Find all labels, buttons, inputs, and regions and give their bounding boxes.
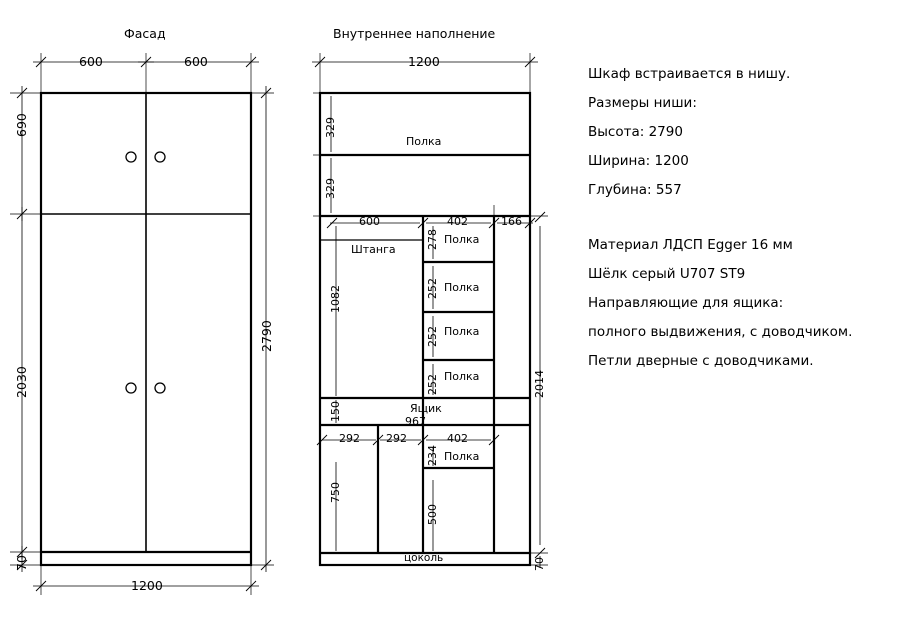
note-line-9: полного выдвижения, с доводчиком. bbox=[588, 324, 853, 340]
dim-inner-total-width: 1200 bbox=[408, 54, 440, 69]
dim-inner-rod-section: 1082 bbox=[329, 285, 342, 313]
dim-inner-left-width: 600 bbox=[359, 215, 380, 228]
dim-facade-total-width: 1200 bbox=[131, 578, 163, 593]
dim-inner-shelf1: 329 bbox=[324, 117, 337, 138]
dim-inner-bottom-right: 500 bbox=[426, 504, 439, 525]
dim-inner-shelf-r2: 252 bbox=[426, 278, 439, 299]
label-shelf-top: Полка bbox=[406, 135, 442, 148]
dim-inner-height: 2014 bbox=[533, 370, 546, 398]
label-rod: Штанга bbox=[351, 243, 396, 256]
note-line-10: Петли дверные с доводчиками. bbox=[588, 353, 814, 369]
dim-inner-right-width2: 402 bbox=[447, 432, 468, 445]
dim-inner-shelf-r5: 234 bbox=[426, 445, 439, 466]
note-line-2: Размеры ниши: bbox=[588, 95, 697, 111]
label-shelf-r1: Полка bbox=[444, 233, 480, 246]
dim-facade-top-height: 690 bbox=[14, 113, 29, 137]
dim-inner-col1: 292 bbox=[339, 432, 360, 445]
dim-inner-shelf-r4: 252 bbox=[426, 374, 439, 395]
dim-inner-shelf-r1: 278 bbox=[426, 229, 439, 250]
dim-inner-far-right: 166 bbox=[501, 215, 522, 228]
dim-inner-drawer-width: 967 bbox=[405, 415, 426, 428]
note-line-4: Ширина: 1200 bbox=[588, 153, 689, 169]
dim-inner-shelf-r3: 252 bbox=[426, 326, 439, 347]
dim-inner-col2: 292 bbox=[386, 432, 407, 445]
label-drawer: Ящик bbox=[410, 402, 442, 415]
dim-facade-right-width: 600 bbox=[184, 54, 208, 69]
label-shelf-r2: Полка bbox=[444, 281, 480, 294]
note-line-3: Высота: 2790 bbox=[588, 124, 683, 140]
dim-inner-drawer: 150 bbox=[329, 401, 342, 422]
dim-inner-plinth: 70 bbox=[533, 557, 546, 571]
dim-inner-bottom-left: 750 bbox=[329, 482, 342, 503]
note-line-5: Глубина: 557 bbox=[588, 182, 682, 198]
note-line-1: Шкаф встраивается в нишу. bbox=[588, 66, 791, 82]
note-line-8: Направляющие для ящика: bbox=[588, 295, 784, 311]
note-line-7: Шёлк серый U707 ST9 bbox=[588, 266, 746, 282]
label-shelf-r3: Полка bbox=[444, 325, 480, 338]
dim-facade-left-width: 600 bbox=[79, 54, 103, 69]
label-plinth: цоколь bbox=[404, 552, 444, 564]
title-facade: Фасад bbox=[124, 26, 166, 41]
dim-inner-right-width: 402 bbox=[447, 215, 468, 228]
title-inner: Внутреннее наполнение bbox=[333, 26, 496, 41]
label-shelf-r4: Полка bbox=[444, 370, 480, 383]
dim-facade-plinth: 70 bbox=[14, 555, 29, 571]
dim-facade-bottom-height: 2030 bbox=[14, 366, 29, 398]
note-line-6: Материал ЛДСП Egger 16 мм bbox=[588, 237, 793, 253]
dim-facade-total-height: 2790 bbox=[259, 320, 274, 352]
description-notes bbox=[588, 60, 898, 376]
note-spacer bbox=[588, 205, 898, 231]
dim-inner-shelf2: 329 bbox=[324, 178, 337, 199]
label-shelf-r5: Полка bbox=[444, 450, 480, 463]
